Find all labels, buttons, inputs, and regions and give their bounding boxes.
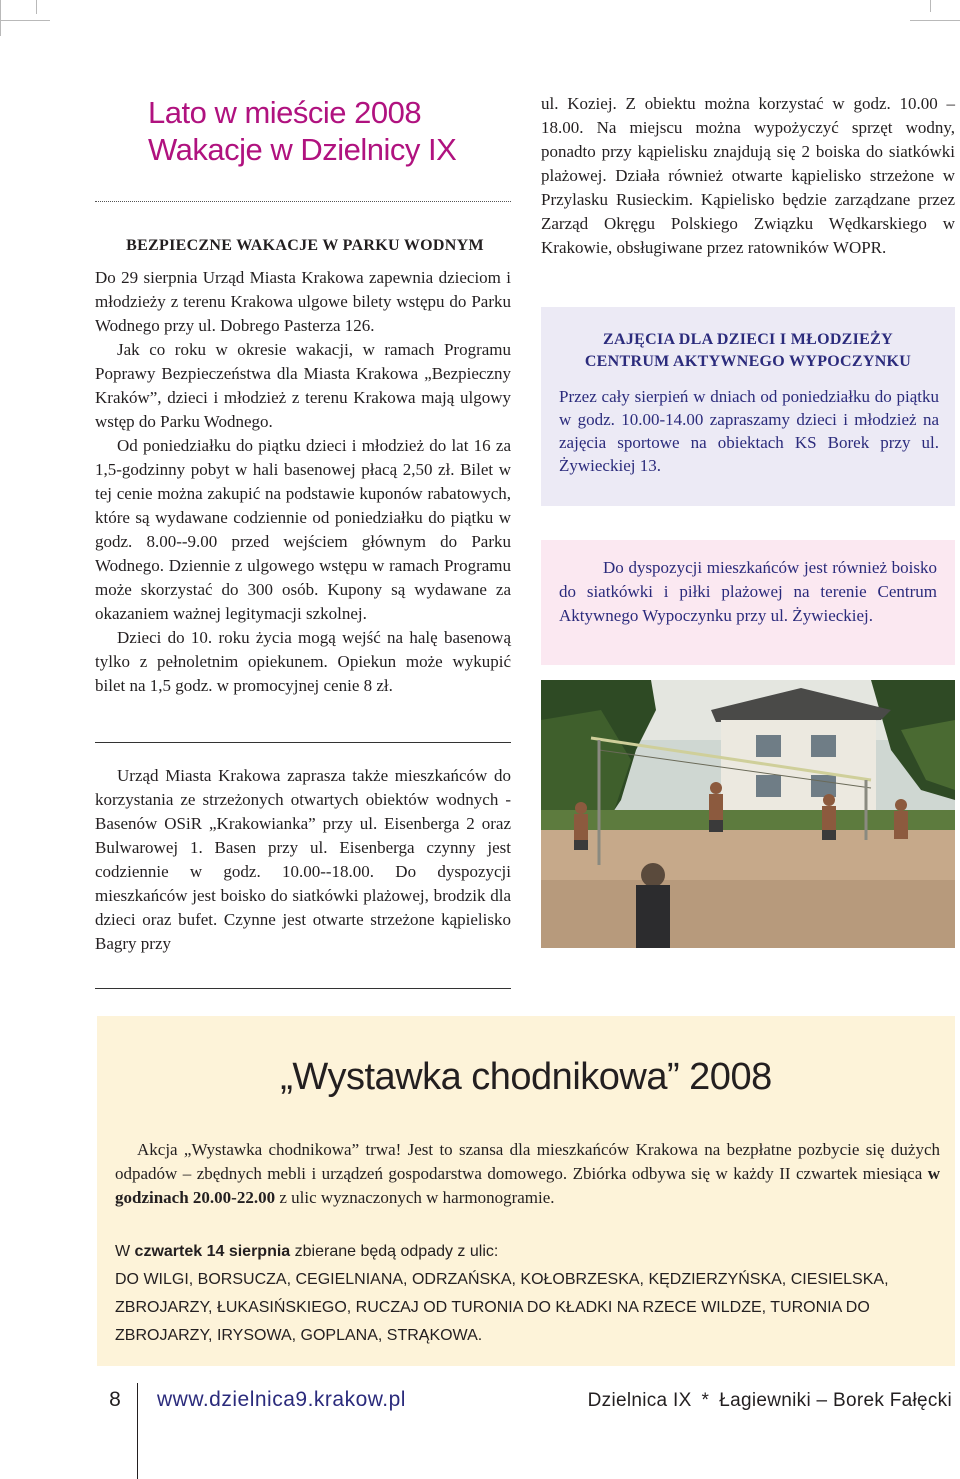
collection-date: W czwartek 14 sierpnia zbierane będą odpady z ulic: xyxy=(115,1243,499,1260)
footer-url-link[interactable]: www.dzielnica9.krakow.pl xyxy=(157,1388,406,1411)
paragraph: ul. Koziej. Z obiektu można korzystać w godz. 10.00 – 18.00. Na miejscu można wypożyczyć sprzęt wodny, ponadto przy kąpielisku znajdują się 2 boiska do siatkówki plażowej. Działa również otwarte kąpielisko strzeżone w Przylasku Rusieckim. Kąpielisko będzie zarządzane przez Zarząd Okręgu Polskiego Związku Wędkarskiego w Krakowie, obsługiwane przez ratowników WOPR. xyxy=(541,94,955,257)
dotted-rule xyxy=(95,201,511,202)
page-number: 8 xyxy=(109,1388,121,1411)
section-rule xyxy=(95,988,511,989)
street-list: DO WILGI, BORSUCZA, CEGIELNIANA, ODRZAŃSKA, KOŁOBRZESKA, KĘDZIERZYŃSKA, CIESIELSKA, ZBROJARZY, ŁUKASIŃSKIEGO, RUCZAJ OD TURONIA DO KŁADKI NA RZECE WILDZE, TURONIA DO ZBROJARZY, IRYSOWA, GOPLANA, STRĄKOWA. xyxy=(115,1271,889,1344)
left-column-text xyxy=(95,266,511,698)
crop-mark xyxy=(0,20,50,21)
footer-separator: * xyxy=(701,1390,710,1411)
title-line-1: Lato w mieście 2008 xyxy=(148,95,422,130)
sidewalk-exhibition-text: Akcja „Wystawka chodnikowa” trwa! Jest to szansa dla mieszkańców Krakowa na bezpłatne pozbycie się dużych odpadów – zbędnych mebli i urządzeń gospodarstwa domowego. Zbiórka odbywa się w każdy II czwartek miesiąca w godzinach 20.00-22.00 z ulic wyznaczonych w harmonogramie. xyxy=(115,1140,940,1207)
page-title xyxy=(148,94,528,168)
right-column-text xyxy=(541,92,955,260)
info-box-text: Do dyspozycji mieszkańców jest również boisko do siatkówki i piłki plażowej na terenie Centrum Aktywnego Wypoczynku przy ul. Żywieckiej. xyxy=(559,558,937,625)
crop-mark xyxy=(0,0,1,36)
info-box-text: Przez cały sierpień w dniach od poniedziałku do piątku w godz. 10.00-14.00 zapraszamy dzieci i młodzież na zajęcia sportowe na obiektach KS Borek przy ul. Żywieckiej 13. xyxy=(559,387,939,475)
section-rule xyxy=(95,742,511,743)
beach-volleyball-photo xyxy=(541,680,955,948)
info-box-heading: ZAJĘCIA DLA DZIECI I MŁODZIEŻY CENTRUM AKTYWNEGO WYPOCZYNKU xyxy=(584,331,912,370)
sidewalk-exhibition-box xyxy=(97,1016,955,1366)
paragraph: Dzieci do 10. roku życia mogą wejść na halę basenową tylko z pełnoletnim opiekunem. Opiekun może wykupić bilet na 1,5 godz. w promocyjnej cenie 8 zł. xyxy=(95,628,511,695)
left-column-text-2 xyxy=(95,764,511,956)
paragraph: Od poniedziałku do piątku dzieci i młodzież do lat 16 za 1,5-godzinny pobyt w hali basenowej płacą 2,50 zł. Bilet w tej cenie można zakupić na podstawie kuponów rabatowych, które są wydawane codziennie od poniedziałku do piątku w godz. 8.00--9.00 przed wejściem głównym do Parku Wodnego. Dziennie z ulgowego wstępu w ramach Programu może skorzystać do 300 osób. Kupony są wydawane za okazaniem ważnej legitymacji szkolnej. xyxy=(95,436,511,623)
footer-district: Dzielnica IX * Łagiewniki – Borek Fałęcki xyxy=(587,1390,952,1411)
crop-mark xyxy=(36,0,37,14)
paragraph: Urząd Miasta Krakowa zaprasza także mieszkańców do korzystania ze strzeżonych otwartych obiektów wodnych - Basenów OSiR „Krakowianka” przy ul. Eisenberga 2 oraz Bulwarowej 1. Basen przy ul. Eisenberga czynny jest codziennie w godz. 10.00--18.00. Do dyspozycji mieszkańców jest boisko do siatkówki plażowej, brodzik dla dzieci oraz bufet. Czynne jest otwarte strzeżone kąpielisko Bagry przy xyxy=(95,766,511,953)
footer-divider xyxy=(137,1383,138,1479)
info-box-beach-volleyball xyxy=(541,540,955,665)
crop-mark xyxy=(930,0,931,12)
title-line-2: Wakacje w Dzielnicy IX xyxy=(148,132,457,168)
info-box-youth-activities xyxy=(541,307,955,506)
crop-mark xyxy=(910,20,960,21)
section-heading-water-park: BEZPIECZNE WAKACJE W PARKU WODNYM xyxy=(126,237,484,254)
paragraph: Jak co roku w okresie wakacji, w ramach Programu Poprawy Bezpieczeństwa dla Miasta Krakowa „Bezpieczny Kraków”, dzieci i młodzież z terenu Krakowa mają ulgowy wstęp do Parku Wodnego. xyxy=(95,340,511,431)
paragraph: Do 29 sierpnia Urząd Miasta Krakowa zapewnia dzieciom i młodzieży z terenu Krakowa ulgowe bilety wstępu do Parku Wodnego przy ul. Dobrego Pasterza 126. xyxy=(95,268,511,335)
sidewalk-exhibition-title: „Wystawka chodnikowa” 2008 xyxy=(280,1056,772,1098)
